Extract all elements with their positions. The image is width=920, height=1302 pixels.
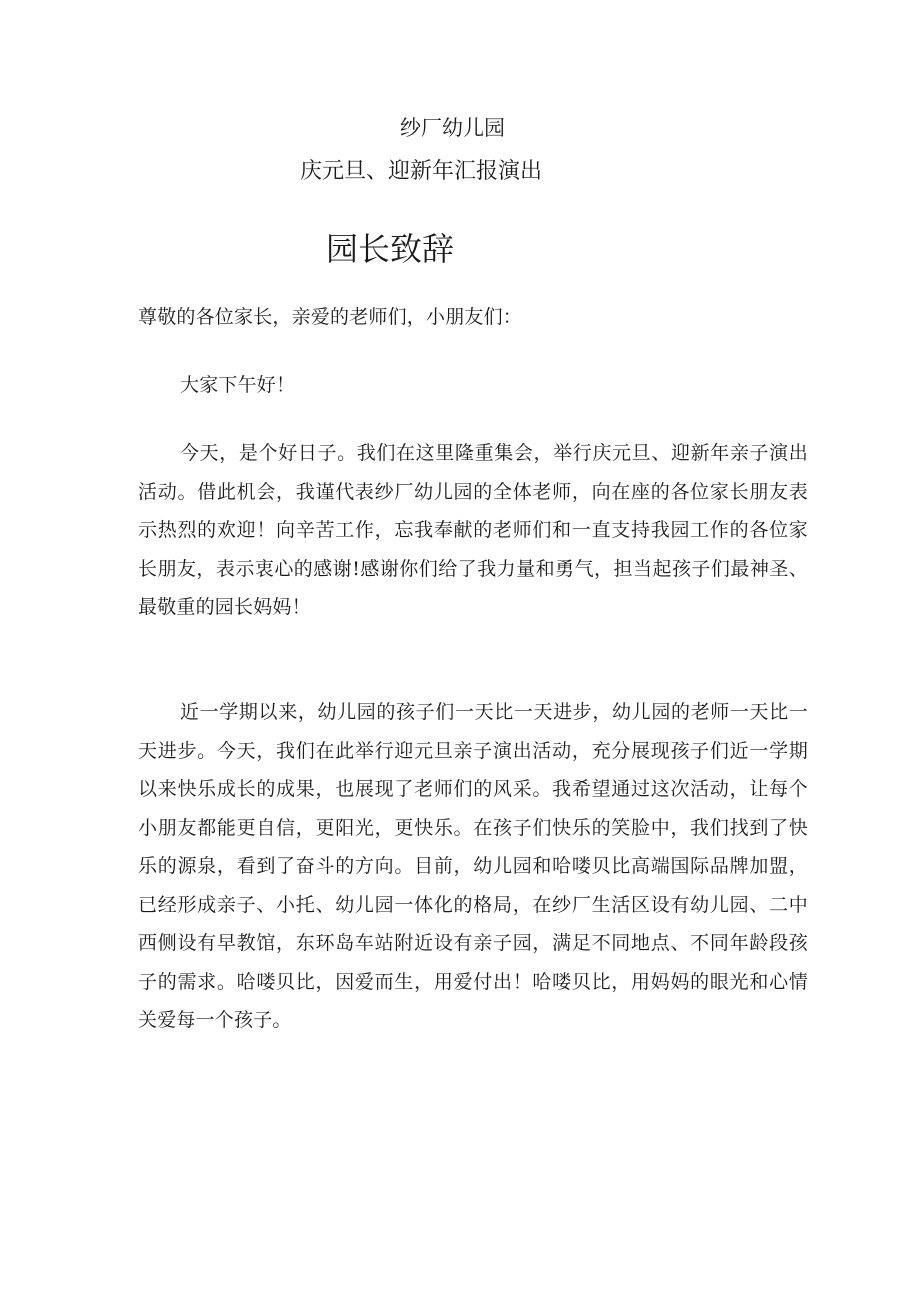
event-title: 庆元旦、迎新年汇报演出 [300,159,543,184]
greeting: 大家下午好！ [180,374,296,396]
paragraph-welcome: 今天，是个好日子。我们在这里隆重集会，举行庆元旦、迎新年亲子演出活动。借此机会，我谨代表纱厂幼儿园的全体老师，向在座的各位家长朋友表示热烈的欢迎！向辛苦工作，忘我奉献的老师们和一直支持我园工作的各位家长朋友，表示衷心的感谢!感谢你们给了我力量和勇气，担当起孩子们最神圣、最敬重的园长妈妈！ [138,442,808,618]
paragraph-progress: 近一学期以来，幼儿园的孩子们一天比一天进步，幼儿园的老师一天比一天进步。今天，我们在此举行迎元旦亲子演出活动，充分展现孩子们近一学期以来快乐成长的成果，也展现了老师们的风采。我希望通过这次活动，让每个小朋友都能更自信，更阳光，更快乐。在孩子们快乐的笑脸中，我们找到了快乐的源泉，看到了奋斗的方向。目前，幼儿园和哈喽贝比高端国际品牌加盟，已经形成亲子、小托、幼儿园一体化的格局，在纱厂生活区设有幼儿园、二中西侧设有早教馆，东环岛车站附近设有亲子园，满足不同地点、不同年龄段孩子的需求。哈喽贝比，因爱而生，用爱付出！哈喽贝比，用妈妈的眼光和心情关爱每一个孩子。 [138,701,808,1031]
kindergarten-name: 纱厂幼儿园 [400,116,505,140]
salutation: 尊敬的各位家长，亲爱的老师们，小朋友们： [138,306,523,328]
speech-title: 园长致辞 [326,230,455,268]
